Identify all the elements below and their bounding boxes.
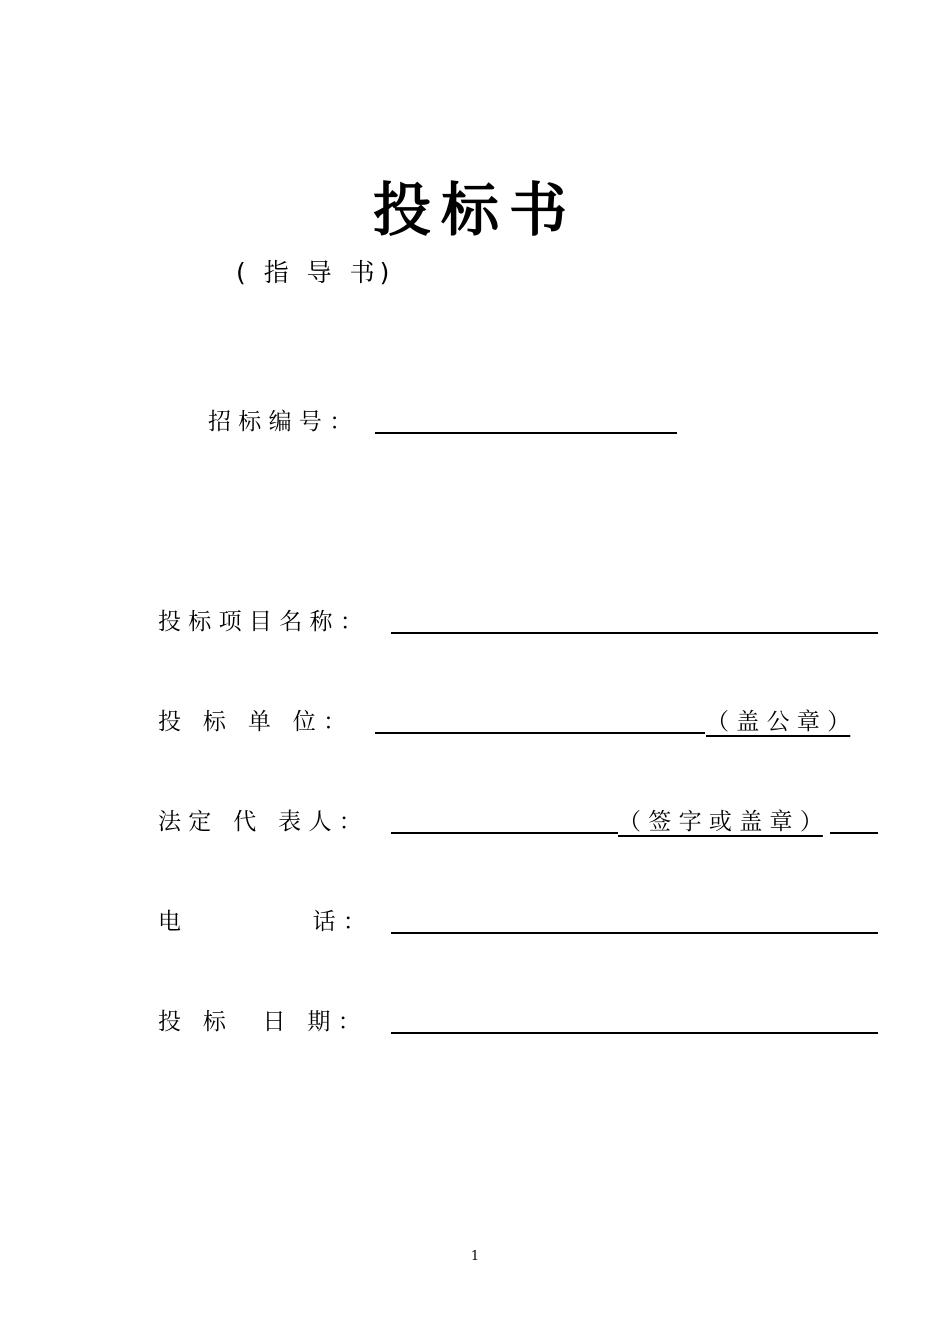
tender-number-row [208, 406, 688, 446]
bid-date-row [158, 1006, 878, 1046]
bid-date-label: 投 标 日 期 ： [158, 1009, 361, 1035]
tender-number-field[interactable] [375, 432, 677, 434]
phone-label: 电 话 ： [158, 909, 366, 935]
legal-representative-field[interactable] [391, 832, 618, 834]
legal-representative-sign-note: （ 签 字 或 盖 章 ） [618, 809, 823, 835]
document-subtitle: ( 指 导 书) [236, 258, 395, 287]
document-title: 投标书 [372, 176, 577, 244]
bidder-unit-row [158, 706, 878, 746]
bidder-unit-field[interactable] [375, 732, 705, 734]
legal-representative-row [158, 806, 878, 846]
phone-row [158, 906, 878, 946]
tender-number-label: 招 标 编 号 ： [208, 409, 353, 435]
legal-representative-tail-line [830, 832, 878, 834]
legal-representative-label: 法 定 代 表 人 ： [158, 809, 362, 835]
bidder-unit-seal-note: （ 盖 公 章 ） [706, 709, 851, 735]
project-name-field[interactable] [391, 632, 878, 634]
phone-field[interactable] [391, 932, 878, 934]
bid-date-field[interactable] [391, 1032, 878, 1034]
project-name-row [158, 606, 878, 646]
project-name-label: 投 标 项 目 名 称 ： [158, 609, 363, 635]
page-number: 1 [470, 1249, 480, 1264]
bidder-unit-label: 投 标 单 位 ： [158, 709, 347, 735]
